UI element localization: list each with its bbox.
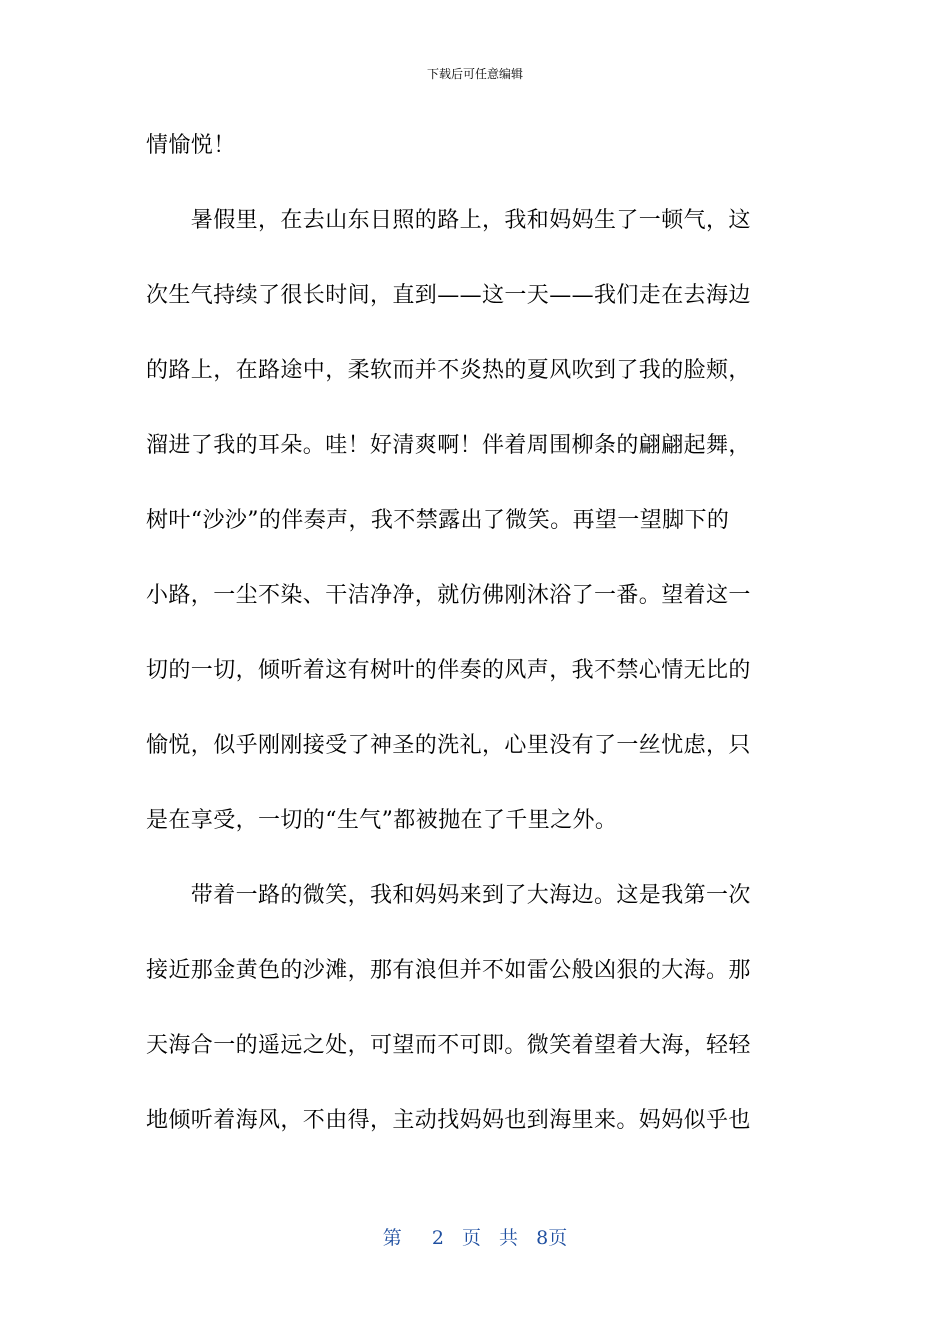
text-line: 切的一切，倾听着这有树叶的伴奏的风声，我不禁心情无比的 [146, 658, 751, 683]
text-line: 的路上，在路途中，柔软而并不炎热的夏风吹到了我的脸颊， [146, 358, 751, 383]
footer-label-page: 第 [382, 1227, 402, 1249]
page-header: 下载后可任意编辑 [426, 67, 523, 81]
text-line: 小路，一尘不染、干洁净净，就仿佛刚沐浴了一番。望着这一 [146, 583, 751, 608]
footer-label-total: 共 [499, 1227, 519, 1249]
text-line: 接近那金黄色的沙滩，那有浪但并不如雷公般凶狠的大海。那 [146, 958, 751, 983]
footer-total-pages: 8页 [536, 1227, 568, 1249]
footer-current-page: 2 [431, 1227, 444, 1249]
page-footer [0, 1226, 950, 1250]
text-line: 是在享受，一切的“生气”都被抛在了千里之外。 [146, 808, 618, 833]
body-text [146, 126, 796, 1176]
text-line: 地倾听着海风，不由得，主动找妈妈也到海里来。妈妈似乎也 [146, 1108, 751, 1133]
text-line: 天海合一的遥远之处，可望而不可即。微笑着望着大海，轻轻 [146, 1033, 751, 1058]
text-line: 次生气持续了很长时间，直到——这一天——我们走在去海边 [146, 283, 751, 308]
text-line: 情愉悦！ [146, 133, 236, 158]
text-line: 树叶“沙沙”的伴奏声，我不禁露出了微笑。再望一望脚下的 [146, 508, 730, 533]
text-line: 愉悦，似乎刚刚接受了神圣的洗礼，心里没有了一丝忧虑，只 [146, 733, 751, 758]
text-line: 带着一路的微笑，我和妈妈来到了大海边。这是我第一次 [146, 883, 751, 908]
text-line: 暑假里，在去山东日照的路上，我和妈妈生了一顿气，这 [146, 208, 751, 233]
footer-label-unit: 页 [461, 1227, 481, 1249]
text-line: 溜进了我的耳朵。哇！好清爽啊！伴着周围柳条的翩翩起舞， [146, 433, 751, 458]
